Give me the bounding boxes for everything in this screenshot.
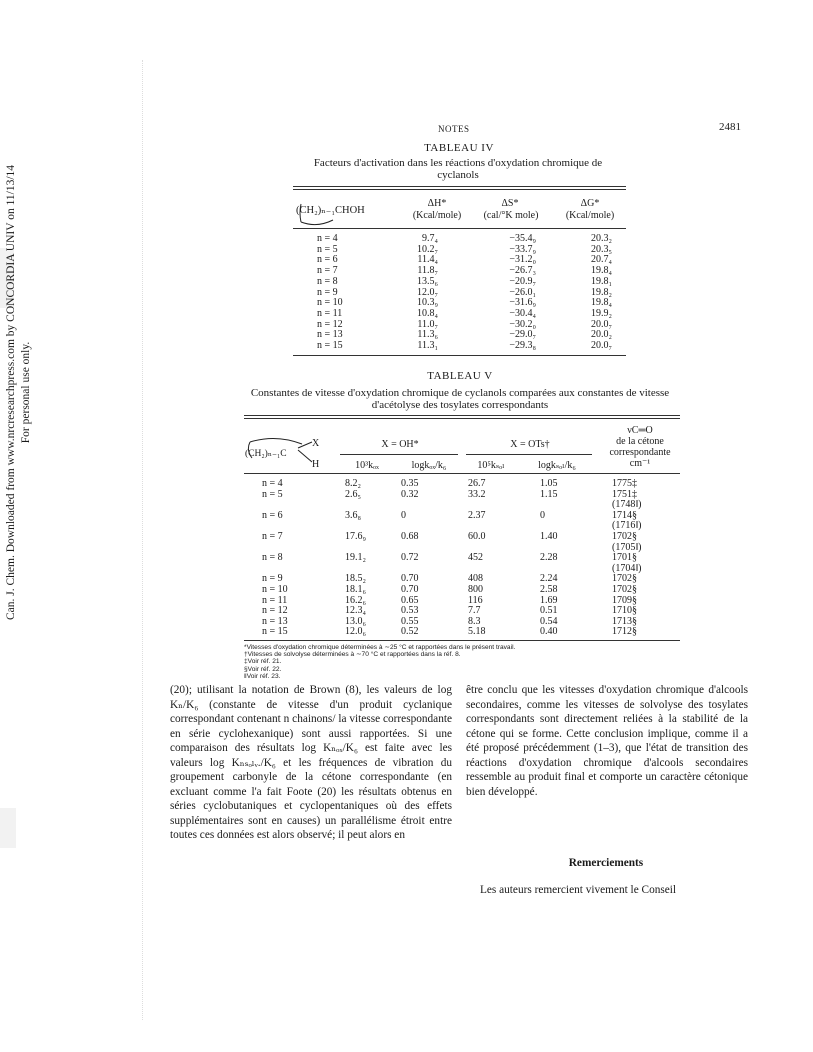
table5-cell-logksol: 2.28 bbox=[540, 552, 558, 564]
table4-cell-dS: −31.6₉ bbox=[509, 297, 536, 309]
table5-cell-vco: 1709§ bbox=[612, 594, 637, 606]
footnote: †Vitesses de solvolyse déterminées à ∼70 °C et rapportées dans la réf. 8. bbox=[244, 651, 461, 659]
table4-cell-dS: −26.7₃ bbox=[509, 265, 536, 277]
table5-cell-ksol: 800 bbox=[468, 584, 483, 595]
table4-cell-dH: 10.3₉ bbox=[417, 297, 438, 309]
table5-cell-ksol: 26.7 bbox=[468, 478, 486, 489]
table4-cell-dH: 11.0₇ bbox=[417, 318, 438, 330]
table5-cell-n: n = 6 bbox=[262, 509, 283, 521]
table5-col-vco-1: νC═O bbox=[627, 425, 653, 436]
table4-cell-n: n = 4 bbox=[317, 233, 338, 244]
table5-top-rule bbox=[244, 415, 680, 416]
footnote: ‖Voir réf. 23. bbox=[244, 672, 281, 680]
table4-cell-dS: −30.2₀ bbox=[509, 318, 536, 330]
table4-col-dG: ΔG* bbox=[580, 198, 600, 209]
table5-cell-logkox: 0.65 bbox=[401, 594, 419, 606]
table5-col-h: H bbox=[312, 459, 320, 470]
table4-cell-dG: 19.8₄ bbox=[591, 265, 612, 277]
table5-top-rule-2 bbox=[244, 418, 680, 419]
table5-cell-logkox: 0.72 bbox=[401, 552, 419, 564]
table5-cell-n: n = 4 bbox=[262, 478, 283, 489]
table5-col-ring: (CH₂)ₙ₋₁C bbox=[245, 449, 287, 459]
table5-cell-logkox: 0.53 bbox=[401, 605, 419, 617]
table5-cell-kox: 16.2₆ bbox=[345, 594, 366, 606]
table4-top-rule bbox=[293, 186, 626, 187]
table5-cell-logksol: 1.40 bbox=[540, 531, 558, 542]
ring-substituent-icon bbox=[246, 436, 316, 468]
table5-cell-kox: 3.6₈ bbox=[345, 509, 361, 521]
table4-cell-n: n = 15 bbox=[317, 340, 343, 351]
table5-col-vco-4: cm⁻¹ bbox=[629, 458, 651, 469]
table5-cell-kox: 19.1₂ bbox=[345, 552, 366, 564]
table4-cell-n: n = 6 bbox=[317, 254, 338, 266]
table4-cell-dS: −20.9₇ bbox=[509, 275, 536, 287]
table5-col-vco-2: de la cétone bbox=[616, 436, 664, 447]
table5-cell-logkox: 0.52 bbox=[401, 626, 419, 638]
table5-cell-logkox: 0.32 bbox=[401, 488, 419, 500]
table5-cell-logksol: 1.15 bbox=[540, 488, 558, 500]
table4-top-rule-2 bbox=[293, 189, 626, 190]
table5-cell-n: n = 11 bbox=[262, 594, 288, 606]
table4-cell-dS: −26.0₁ bbox=[509, 286, 536, 298]
table4-cell-dG: 19.8₄ bbox=[591, 297, 612, 309]
table4-cell-dH: 10.8₄ bbox=[417, 307, 438, 319]
table5-cell-ksol: 116 bbox=[468, 594, 483, 606]
table5-cell-vco: 1702§ bbox=[612, 584, 637, 595]
table5-cell-logkox: 0.35 bbox=[401, 478, 419, 489]
table4-cell-dH: 10.2₇ bbox=[417, 243, 438, 255]
table4-cell-n: n = 5 bbox=[317, 243, 338, 255]
table5-cell-kox: 12.0₆ bbox=[345, 626, 366, 638]
table5-cell-ksol: 2.37 bbox=[468, 509, 486, 521]
table4-cell-dH: 9.7₄ bbox=[422, 233, 438, 244]
scan-artifact bbox=[0, 808, 16, 848]
footnote: *Vitesses d'oxydation chromique déterminées à ∼25 °C et rapportées dans le présent travail. bbox=[244, 644, 516, 651]
table5-footnotes bbox=[244, 644, 515, 680]
table5-cell-vco: 1701§ bbox=[612, 552, 637, 564]
download-notice-line-1: Can. J. Chem. Downloaded from www.nrcresearchpress.com by CONCORDIA UNIV on 11/13/14 bbox=[5, 164, 17, 620]
table4-cell-dS: −29.0₇ bbox=[509, 329, 536, 341]
table5-cell-kox: 17.6₉ bbox=[345, 531, 366, 542]
table5-cell-ksol: 7.7 bbox=[468, 605, 481, 617]
table5-group-oh-rule bbox=[340, 454, 458, 455]
table4-bottom-rule bbox=[293, 355, 626, 356]
table5-cell-n: n = 12 bbox=[262, 605, 288, 617]
table5-cell-kox: 18.1₆ bbox=[345, 584, 366, 595]
table5-cell-logkox: 0 bbox=[401, 509, 406, 521]
footnote: ‡Voir réf. 21. bbox=[244, 658, 282, 666]
table4-cell-dG: 20.0₇ bbox=[591, 318, 612, 330]
table5-cell-logkox: 0.70 bbox=[401, 584, 419, 595]
table5-cell-ksol: 8.3 bbox=[468, 615, 481, 627]
table5-cell-kox: 2.6₅ bbox=[345, 488, 361, 500]
table4-cell-n: n = 8 bbox=[317, 275, 338, 287]
table4-cell-dG: 19.8₂ bbox=[591, 286, 612, 298]
table5-cell-n: n = 15 bbox=[262, 626, 288, 638]
table5-caption: Constantes de vitesse d'oxydation chromique de cyclanols comparées aux constantes de vitesse d'acétolyse des tosylates correspondants bbox=[250, 387, 670, 411]
table4-cell-n: n = 10 bbox=[317, 297, 343, 309]
table5-cell-n: n = 13 bbox=[262, 615, 288, 627]
table4-cell-dS: −33.7₉ bbox=[509, 243, 536, 255]
table4-cell-dG: 20.7₄ bbox=[591, 254, 612, 266]
table5-cell-vco-secondary: (1748‖) bbox=[612, 499, 642, 511]
table4-cell-dG: 20.0₂ bbox=[591, 329, 612, 341]
table4-cell-dG: 19.8₁ bbox=[591, 275, 612, 287]
table5-cell-kox: 18.5₂ bbox=[345, 573, 366, 585]
table4-cell-dH: 11.4₄ bbox=[417, 254, 438, 266]
table5-col-logkox: logkₒₓ/k₆ bbox=[411, 460, 447, 471]
table5-cell-logksol: 1.05 bbox=[540, 478, 558, 489]
table4-cell-n: n = 12 bbox=[317, 318, 343, 330]
table4-caption: Facteurs d'activation dans les réactions d'oxydation chromique de cyclanols bbox=[313, 157, 603, 181]
table5-bottom-rule bbox=[244, 640, 680, 641]
table5-cell-n: n = 5 bbox=[262, 488, 283, 500]
table5-cell-logksol: 1.69 bbox=[540, 594, 558, 606]
download-notice-line-2: For personal use only. bbox=[20, 341, 32, 444]
table5-cell-ksol: 408 bbox=[468, 573, 483, 585]
table4-col-ring: (CH₂)ₙ₋₁CHOH bbox=[296, 205, 365, 216]
table5-cell-ksol: 452 bbox=[468, 552, 483, 564]
table5-cell-vco: 1775‡ bbox=[612, 478, 637, 489]
table5-col-kox: 10³kₒₓ bbox=[355, 460, 379, 471]
table4-cell-dH: 13.5₆ bbox=[417, 275, 438, 287]
table5-cell-n: n = 8 bbox=[262, 552, 283, 564]
page-gutter-line bbox=[142, 60, 143, 1020]
body-left-column bbox=[170, 683, 452, 843]
table4-cell-dG: 19.9₂ bbox=[591, 307, 612, 319]
acknowledgements-text: Les auteurs remercient vivement le Conseil bbox=[480, 884, 677, 896]
table5-cell-kox: 8.2₂ bbox=[345, 478, 361, 489]
table5-cell-logkox: 0.70 bbox=[401, 573, 419, 585]
table5-cell-kox: 12.3₄ bbox=[345, 605, 366, 617]
table5-col-vco-3: correspondante bbox=[609, 447, 671, 458]
table5-cell-vco-secondary: (1705‖) bbox=[612, 541, 642, 553]
footnote: §Voir réf. 22. bbox=[244, 665, 282, 673]
table4-cell-dH: 12.0₇ bbox=[417, 286, 438, 298]
table4-cell-dG: 20.0₇ bbox=[591, 340, 612, 351]
table4-header-rule bbox=[293, 228, 626, 229]
table4-cell-dS: −29.3₈ bbox=[509, 340, 536, 351]
table5-cell-ksol: 33.2 bbox=[468, 488, 486, 500]
table4-cell-dG: 20.3₅ bbox=[591, 243, 612, 255]
table4-cell-dH: 11.8₇ bbox=[417, 265, 438, 277]
table5-cell-n: n = 7 bbox=[262, 531, 283, 542]
table4-cell-dS: −30.4₄ bbox=[509, 307, 536, 319]
table5-cell-ksol: 5.18 bbox=[468, 626, 486, 638]
table4-title: TABLEAU IV bbox=[424, 142, 494, 154]
table5-cell-n: n = 10 bbox=[262, 584, 288, 595]
table5-cell-vco: 1702§ bbox=[612, 573, 637, 585]
table5-cell-n: n = 9 bbox=[262, 573, 283, 585]
table5-cell-logksol: 0.40 bbox=[540, 626, 558, 638]
body-left-paragraph: (20); utilisant la notation de Brown (8), les valeurs de log Kₙ/K₆ (constante de vitesse d'un produit cyclanique correspondant contenant n chainons/ la vitesse correspondante en série cyclohexanique) sont aussi rapportées. Si une comparaison des résultats log Kₙₒₓ/K₆ est faite avec les valeurs log Kₙₛₒₗᵥ./K₆ et les fréquences de vibration du groupement carbonyle de la cétone correspondante (en excluant comme l'a fait Foote (20) les résultats obtenus en séries cyclobutaniques et cyclopentaniques où des effets supplémentaires sont en causes) un parallélisme étroit entre toutes ces données est alors observé; il peut alors en bbox=[170, 684, 452, 841]
table4-cell-dS: −35.4₉ bbox=[509, 233, 536, 244]
table4-col-dH: ΔH* bbox=[427, 198, 447, 209]
table5-col-logksol: logkₛₒₗ/k₆ bbox=[538, 460, 576, 471]
table5-cell-vco: 1702§ bbox=[612, 531, 637, 542]
acknowledgements-heading: Remerciements bbox=[568, 857, 644, 869]
table5-cell-vco: 1751‡ bbox=[612, 488, 637, 500]
table5-cell-vco: 1714§ bbox=[612, 509, 637, 521]
table4-cell-n: n = 7 bbox=[317, 265, 338, 277]
table4-col-dS-unit: (cal/°K mole) bbox=[483, 210, 539, 221]
table4-cell-dG: 20.3₂ bbox=[591, 233, 612, 244]
table5-cell-ksol: 60.0 bbox=[468, 531, 486, 542]
table5-cell-vco: 1713§ bbox=[612, 615, 637, 627]
body-right-paragraph: être conclu que les vitesses d'oxydation chromique d'alcools secondaires, comme les vitesses de solvolyse des tosylates correspondants sont directement reliées à la stabilité de la cétone qui se forme. Cette conclusion implique, comme il a été proposé précédemment (1–3), que l'état de transition des réactions d'oxydation chromique d'alcools secondaires ressemble au produit final et comporte un caractère cétonique bien développé. bbox=[466, 684, 748, 798]
table5-cell-logkox: 0.68 bbox=[401, 531, 419, 542]
table4-cell-dH: 11.3₆ bbox=[417, 329, 438, 341]
table5-header-rule bbox=[244, 473, 680, 474]
acknowledgements-text-block bbox=[466, 883, 748, 898]
download-notice bbox=[4, 164, 44, 620]
table5-cell-logksol: 0.51 bbox=[540, 605, 558, 617]
page-number: 2481 bbox=[719, 121, 741, 133]
table4-cell-n: n = 11 bbox=[317, 307, 343, 319]
running-title: NOTES bbox=[438, 124, 470, 134]
body-right-column bbox=[466, 683, 748, 799]
table5-col-ksol: 10⁵kₛₒₗ bbox=[477, 460, 505, 471]
ring-bond-icon bbox=[297, 200, 337, 226]
table5-cell-logksol: 2.58 bbox=[540, 584, 558, 595]
table5-cell-vco: 1712§ bbox=[612, 626, 637, 638]
table4-cell-n: n = 9 bbox=[317, 286, 338, 298]
table5-title: TABLEAU V bbox=[427, 370, 493, 382]
table5-group-oh: X = OH* bbox=[381, 439, 419, 450]
table4-col-dG-unit: (Kcal/mole) bbox=[565, 210, 615, 221]
table5-cell-logksol: 0.54 bbox=[540, 615, 558, 627]
table5-cell-kox: 13.0₆ bbox=[345, 615, 366, 627]
table5-cell-vco: 1710§ bbox=[612, 605, 637, 617]
table4-cell-dS: −31.2₀ bbox=[509, 254, 536, 266]
table4-cell-n: n = 13 bbox=[317, 329, 343, 341]
table5-cell-logksol: 0 bbox=[540, 509, 545, 521]
table5-col-x: X bbox=[312, 438, 320, 449]
table4-col-dH-unit: (Kcal/mole) bbox=[412, 210, 462, 221]
table5-cell-logksol: 2.24 bbox=[540, 573, 558, 585]
table5-cell-vco-secondary: (1704‖) bbox=[612, 562, 642, 574]
table5-group-ots: X = OTs† bbox=[510, 439, 550, 450]
table5-cell-logkox: 0.55 bbox=[401, 615, 419, 627]
table4-cell-dH: 11.3₁ bbox=[417, 340, 438, 351]
table5-cell-vco-secondary: (1716‖) bbox=[612, 520, 642, 532]
table5-group-ots-rule bbox=[466, 454, 592, 455]
table4-col-dS: ΔS* bbox=[501, 198, 519, 209]
